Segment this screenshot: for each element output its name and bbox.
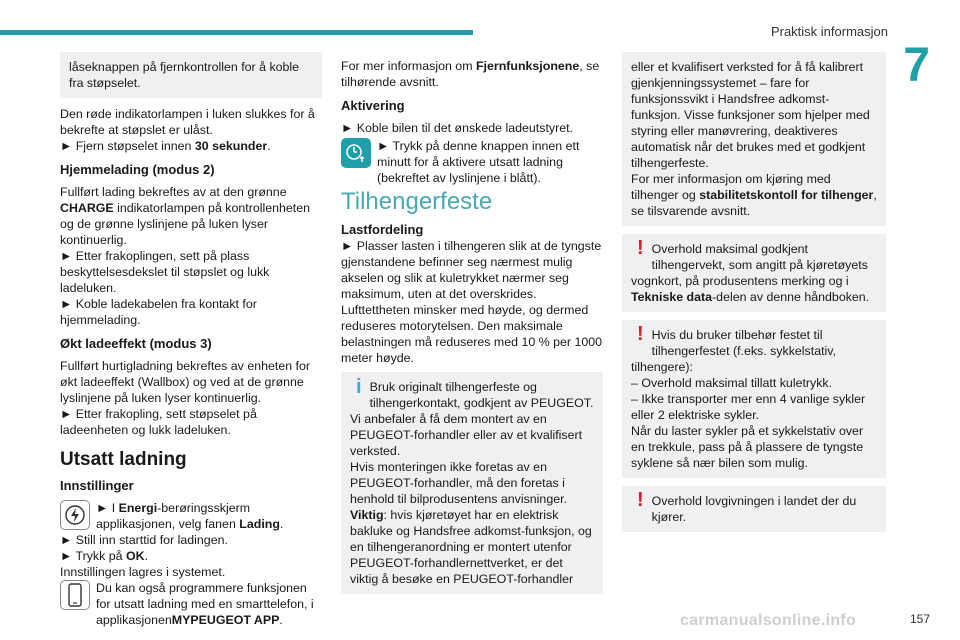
activation-row: ► Trykk på denne knappen innen ett minutt for å aktivere utsatt ladning (bekreftet av lyslinjene i blått).	[341, 138, 603, 186]
warning-box: ! Overhold maksimal godkjent tilhengervekt, som angitt på kjøretøyets vognkort, på produsentens merking og i Tekniske data-delen av denne håndboken.	[622, 234, 886, 312]
heading-home-charging: Hjemmelading (modus 2)	[60, 162, 215, 177]
paragraph: For mer informasjon om Fjernfunksjonene, se tilhørende avsnitt.	[341, 59, 600, 89]
info-box: i Bruk originalt tilhengerfeste og tilhengerkontakt, godkjent av PEUGEOT. Vi anbefaler å få dem montert av en PEUGEOT-forhandler eller av et kvalifisert verksted. Hvis monteringen ikke foretas av en PEUGEOT-forhandler, må den foretas i henhold til bilprodusentens anvisninger. Viktig: hvis kjøretøyet har en elektrisk bakluke og Handsfree adkomst-funksjon, og en tilhengeranordning er montert utenfor PEUGEOT-forhandlernettverket, er det viktig å besøke en PEUGEOT-forhandler	[341, 372, 603, 594]
note-text: låseknappen på fjernkontrollen for å koble fra støpselet.	[69, 60, 300, 90]
paragraph: Fullført hurtigladning bekreftes av enheten for økt ladeeffekt (Wallbox) og ved at de grønne lyslinjene på luken lyser kontinuerlig. ► Etter frakopling, sett støpselet på ladeenheten og lukk ladeluken.	[60, 359, 311, 437]
paragraph: Den røde indikatorlampen i luken slukkes for å bekrefte at støpslet er ulåst. ► Fjern støpselet innen 30 sekunder.	[60, 107, 315, 153]
paragraph: ► Still inn starttid for ladingen. ► Trykk på OK. Innstillingen lagres i systemet.	[60, 533, 228, 579]
smartphone-icon	[60, 580, 90, 610]
note-box	[60, 52, 322, 98]
info-icon: i	[356, 376, 362, 398]
warning-icon: !	[637, 489, 644, 511]
column-1	[60, 52, 322, 628]
heading-delayed-charging: Utsatt ladning	[60, 449, 187, 470]
note-box: eller et kvalifisert verksted for å få kalibrert gjenkjenningssystemet – fare for funksjonssvikt i Handsfree adkomst-funksjon. Visse funksjoner som hjelper med styring eller manøvrering, deaktiveres automatisk når det brukes med et godkjent tilhengerfeste. For mer informasjon om kjøring med tilhenger og stabilitetskontoll for tilhenger, se tilsvarende avsnitt.	[622, 52, 886, 226]
column-2	[341, 52, 603, 602]
heading-activation: Aktivering	[341, 98, 405, 113]
paragraph: ► Koble bilen til det ønskede ladeutstyret.	[341, 121, 573, 135]
heading-settings: Innstillinger	[60, 478, 134, 493]
warning-box: ! Overhold lovgivningen i landet der du kjører.	[622, 486, 886, 532]
chapter-number: 7	[903, 39, 930, 92]
section-title: Praktisk informasjon	[770, 24, 888, 39]
warning-icon: !	[637, 323, 644, 345]
watermark: carmanualsonline.info	[680, 612, 857, 629]
column-3	[622, 52, 886, 540]
heading-fast-charging: Økt ladeeffekt (modus 3)	[60, 336, 212, 351]
heading-load-distribution: Lastfordeling	[341, 222, 424, 237]
paragraph: Fullført lading bekreftes av at den grønne CHARGE indikatorlampen på kontrollenheten og de grønne lyslinjene på luken lyser kontinuerlig. ► Etter frakoplingen, sett på plass beskyttelsesdekslet til støpslet og lukk ladeluken. ► Koble ladekabelen fra kontakt for hjemmelading.	[60, 185, 311, 327]
warning-box: ! Hvis du bruker tilbehør festet til tilhengerfestet (f.eks. sykkelstativ, tilhengere): – Overhold maksimal tillatt kuletrykk. – Ikke transporter mer enn 4 vanlige sykler eller 2 elektriske sykler. Når du laster sykler på et sykkelstativ over en trekkule, pass på å plassere de tyngste syklene så nær bilen som mulig.	[622, 320, 886, 478]
paragraph: ► Plasser lasten i tilhengeren slik at de tyngste gjenstandene befinner seg nærmest mulig akselen og slik at kuletrykket nærmer seg maksimum, uten at det overskrides. Lufttettheten minsker med høyde, og dermed reduseres motorytelsen. Den maksimale belastningen må reduseres med 10 % per 1000 meter høyde.	[341, 239, 603, 365]
charge-icon	[60, 500, 90, 530]
smartphone-row: Du kan også programmere funksjonen for utsatt ladning med en smarttelefon, i applikasjonenMYPEUGEOT APP.	[60, 580, 322, 628]
warning-icon: !	[637, 237, 644, 259]
settings-row: ► I Energi-berøringsskjerm applikasjonen, velg fanen Lading.	[60, 500, 322, 532]
header-accent-bar	[0, 30, 473, 35]
heading-tow-hitch: Tilhengerfeste	[341, 188, 493, 215]
page-number: 157	[909, 612, 930, 626]
delayed-charge-button-icon	[341, 138, 371, 168]
